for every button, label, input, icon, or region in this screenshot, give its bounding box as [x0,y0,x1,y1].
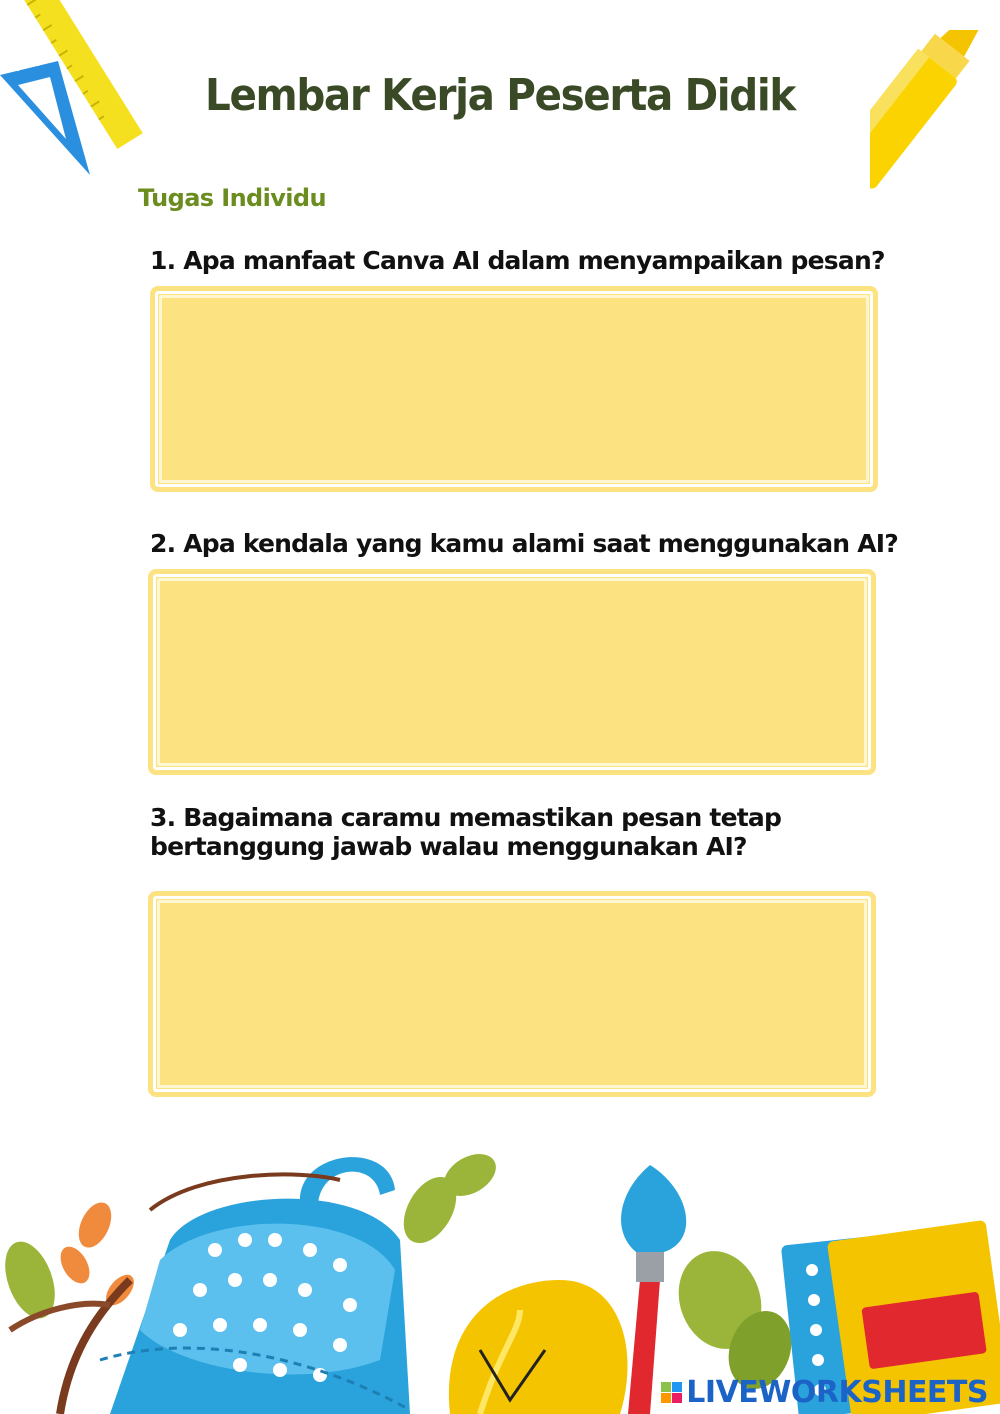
section-subtitle: Tugas Individu [138,184,326,212]
leaf-icon [0,1197,139,1414]
question-3-line-2: bertanggung jawab walau menggunakan AI? [150,832,747,861]
brand-text: LIVEWORKSHEETS [686,1375,988,1410]
school-supplies-illustration [0,1130,1000,1414]
answer-box-3[interactable] [148,891,876,1097]
answer-box-1[interactable] [150,286,878,492]
brand-mark-icon [661,1382,682,1403]
question-3 [150,803,781,861]
backpack-icon [100,1157,410,1414]
question-1: 1. Apa manfaat Canva AI dalam menyampaikan pesan? [150,246,885,275]
answer-box-2[interactable] [148,569,876,775]
page-title: Lembar Kerja Peserta Didik [205,70,795,121]
question-3-line-1: 3. Bagaimana caramu memastikan pesan tetap [150,803,782,832]
question-2: 2. Apa kendala yang kamu alami saat menggunakan AI? [150,529,898,558]
brand-logo [661,1375,988,1410]
